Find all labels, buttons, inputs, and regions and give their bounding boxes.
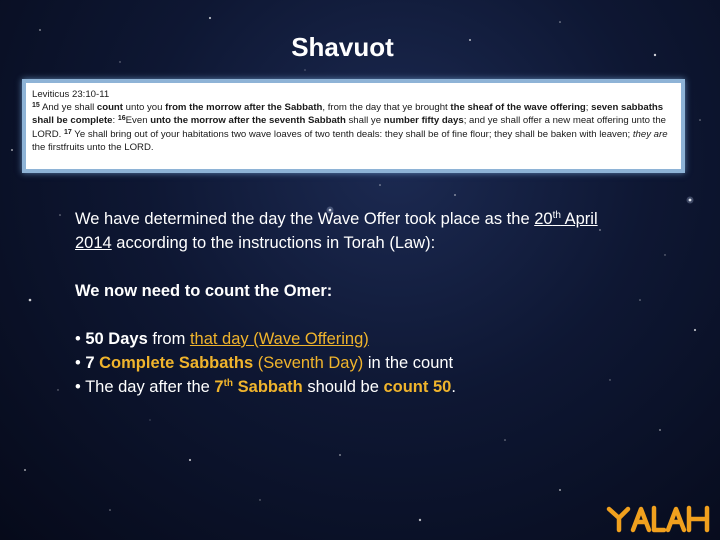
verse-emphasis: count — [96, 102, 123, 114]
bullet-count-50 — [75, 375, 635, 399]
date-month-year: April 2014 — [75, 210, 598, 252]
verse-text: ; — [585, 102, 592, 114]
verse-text: : — [112, 115, 116, 127]
bullet-text: The day after the — [85, 378, 215, 396]
bullet-emphasis: 50 Days — [85, 330, 148, 348]
bullet-7-sabbaths — [75, 351, 635, 375]
ordinal-suffix: th — [223, 378, 234, 389]
verse-text: shall ye — [345, 115, 384, 127]
verse-text: ; and ye shall offer a new meat offering unto the LORD. — [32, 115, 666, 140]
verse-text: , from the day that ye brought — [322, 102, 451, 114]
date-ordinal: th — [552, 210, 561, 221]
verse-text: unto you — [123, 102, 166, 114]
slide-body — [75, 207, 635, 399]
verse-number-15: 15 — [32, 102, 40, 110]
verse-emphasis: number fifty days — [383, 115, 464, 127]
verse-number-16: 16 — [117, 115, 126, 123]
sabbath-label: Sabbath — [233, 378, 303, 396]
bullet-highlight: count 50 — [383, 378, 452, 396]
paragraph-count-omer: We now need to count the Omer: — [75, 282, 333, 300]
scripture-reference: Leviticus 23:10-11 — [32, 89, 110, 100]
bullet-icon: • — [75, 354, 81, 372]
verse-text: Ye shall bring out of your habitations two wave loaves of two tenth deals: they shall be of fine flour; they shall be baken with leaven; — [74, 128, 633, 140]
bullet-icon: • — [75, 378, 81, 396]
scripture-text — [32, 101, 675, 154]
bullet-highlight: Complete Sabbaths — [99, 354, 254, 372]
bullet-emphasis: 7 — [85, 354, 100, 372]
bullet-text: . — [451, 378, 456, 396]
bullet-text: in the count — [363, 354, 454, 372]
body-text: according to the instructions in Torah (Law): — [111, 234, 436, 252]
verse-emphasis: the sheaf of the wave offering — [450, 102, 586, 114]
paragraph-wave-offer-date — [75, 207, 635, 255]
slide-title: Shavuot — [291, 32, 394, 62]
body-text: We have determined the day the Wave Offer took place as the — [75, 210, 535, 228]
verse-text: the firstfruits unto the LORD. — [32, 141, 154, 153]
verse-text: And ye shall — [41, 102, 97, 114]
verse-number-17: 17 — [64, 128, 72, 136]
yalah-logo — [606, 504, 710, 534]
scripture-quote-box — [22, 79, 685, 173]
bullet-icon: • — [75, 330, 81, 348]
ordinal-number: 7 — [214, 378, 224, 396]
bullet-highlight: (Seventh Day) — [257, 354, 364, 372]
bullet-50-days — [75, 327, 635, 351]
date-day: 20 — [534, 210, 553, 228]
bullet-text: from — [147, 330, 190, 348]
verse-italic: they are — [632, 128, 668, 140]
verse-emphasis: unto the morrow after the seventh Sabbath — [150, 115, 346, 127]
verse-emphasis: seven sabbaths shall be complete — [32, 102, 664, 127]
verse-emphasis: from the morrow after the Sabbath — [165, 102, 323, 114]
bullet-highlight — [214, 378, 302, 396]
verse-text: Even — [125, 115, 151, 127]
bullet-highlight: that day (Wave Offering) — [189, 330, 369, 348]
bullet-text: should be — [302, 378, 384, 396]
